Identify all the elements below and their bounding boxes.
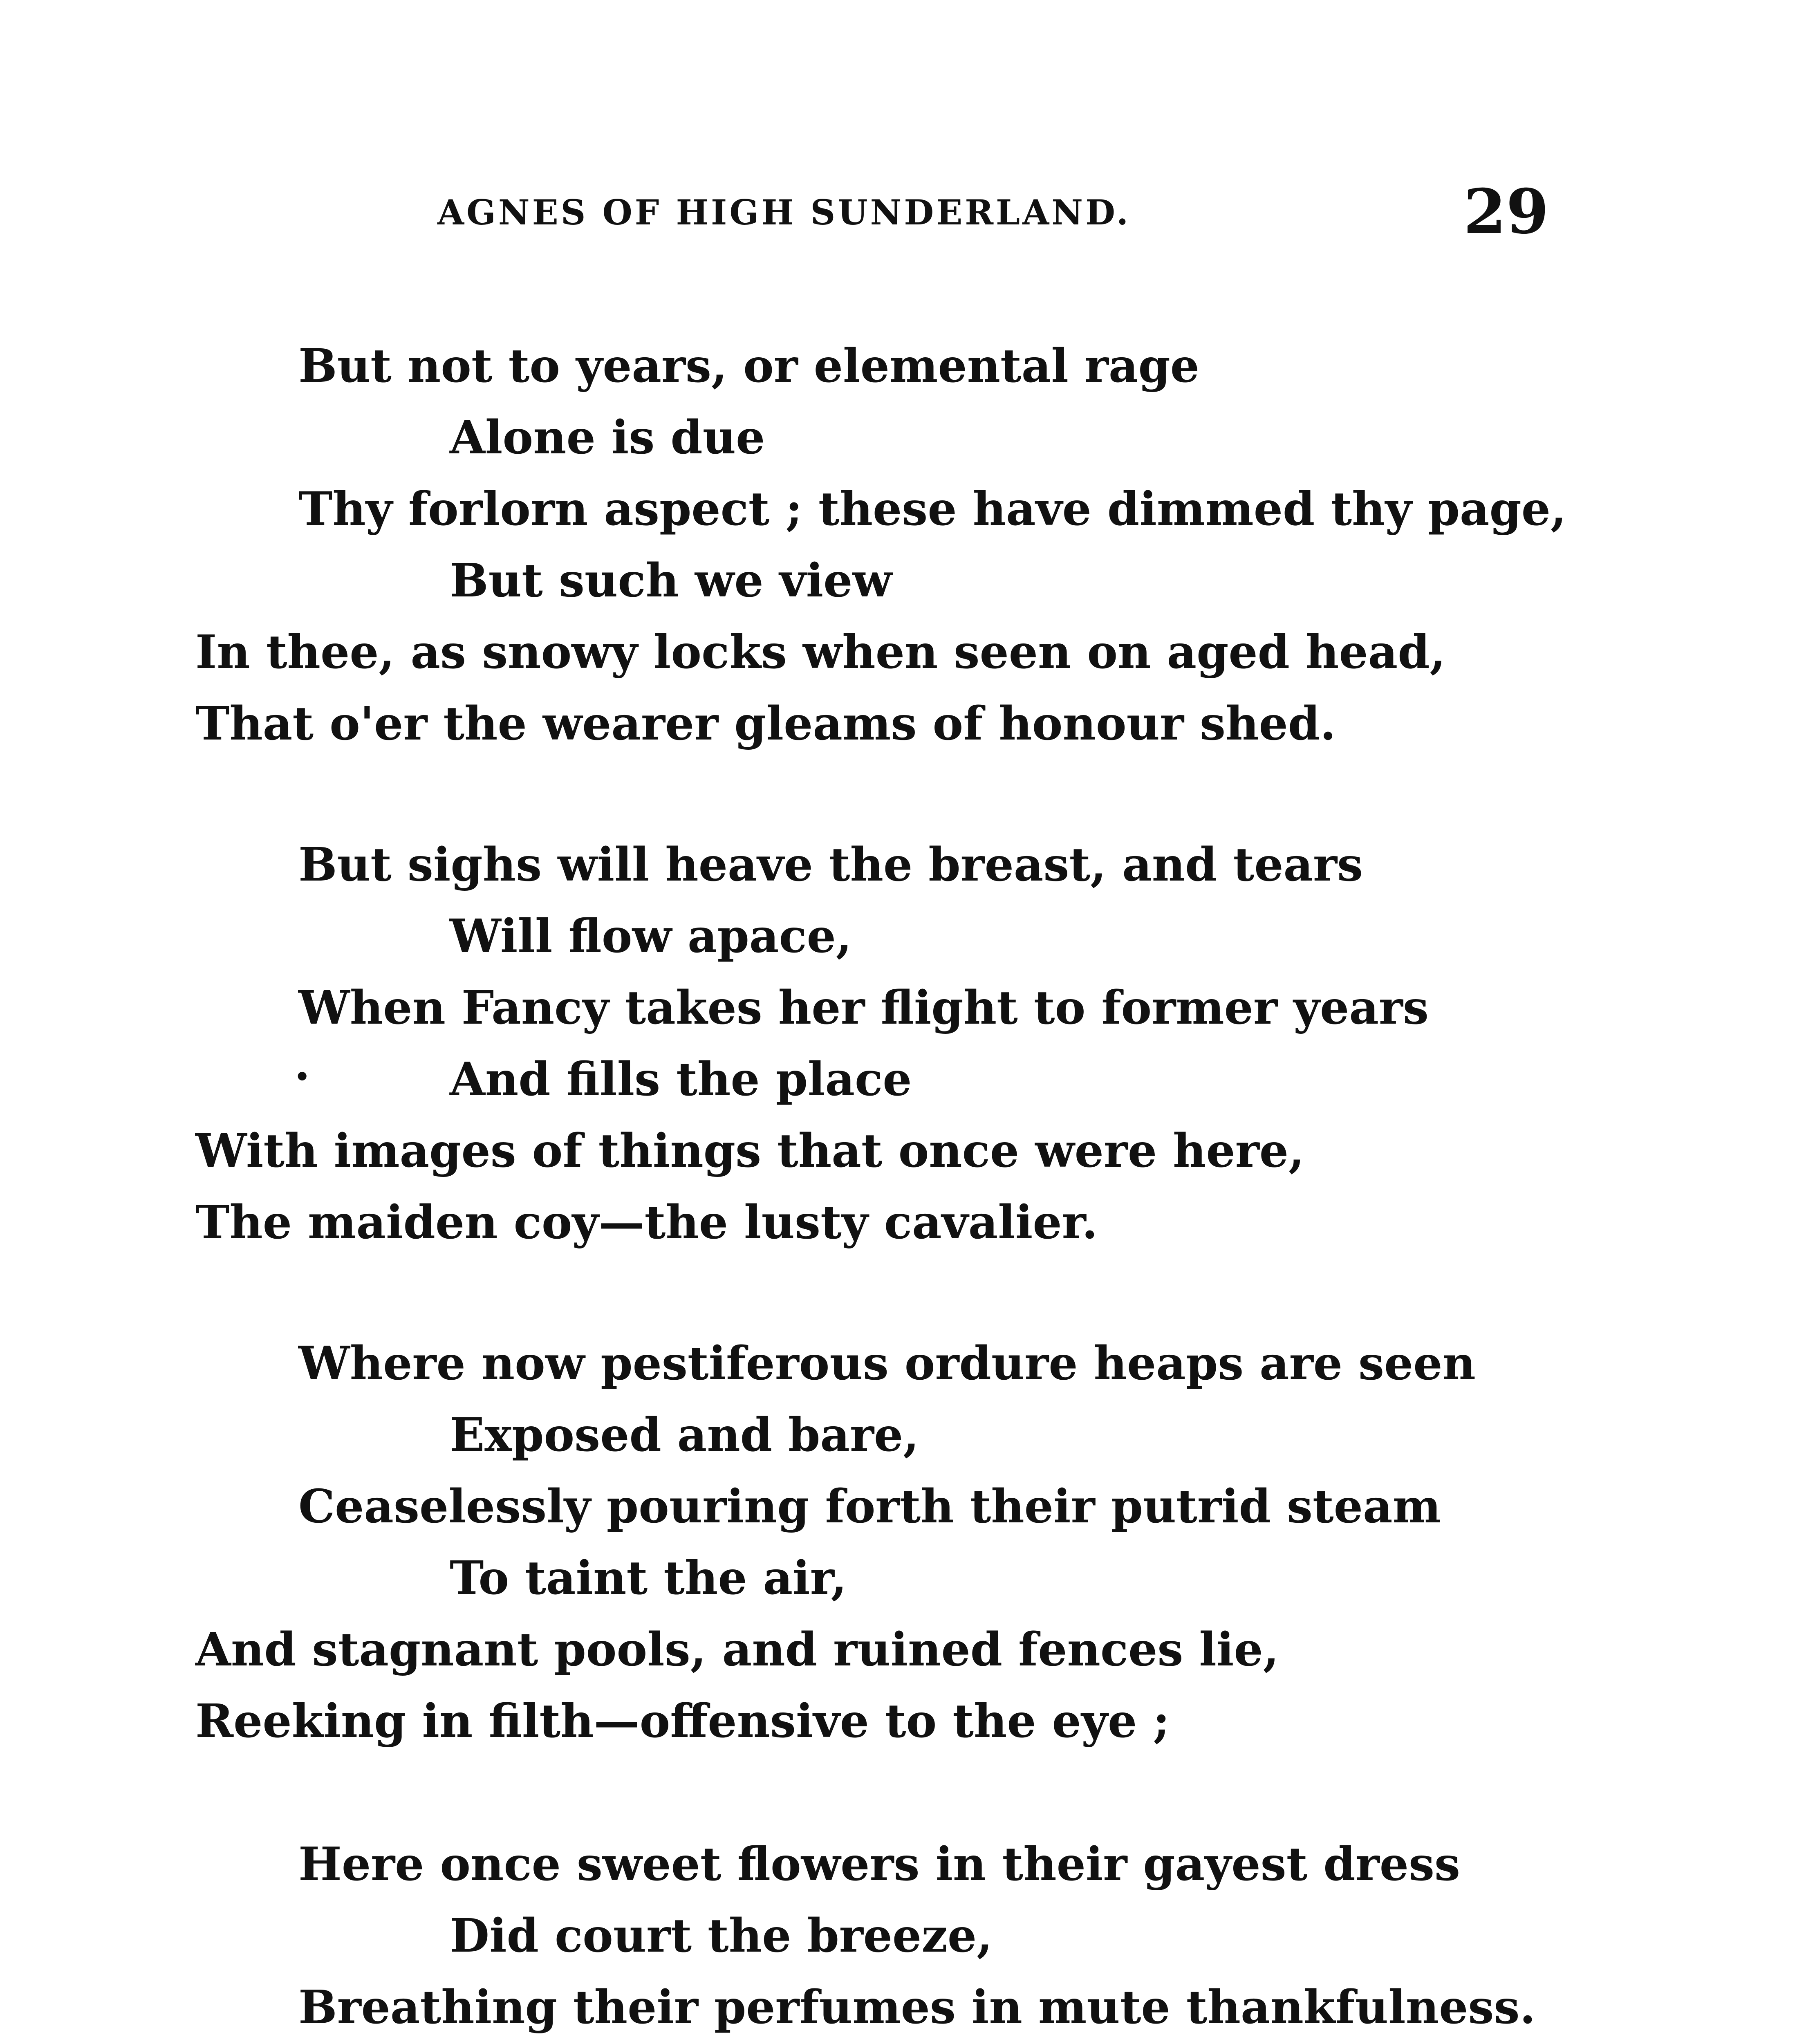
verse-line: Reeking in filth—offensive to the eye ; <box>195 1694 1170 1748</box>
verse-line: But such we view <box>450 554 892 607</box>
verse-line: That o'er the wearer gleams of honour shed. <box>195 697 1336 751</box>
verse-line: But sighs will heave the breast, and tears <box>298 838 1363 892</box>
running-title: AGNES OF HIGH SUNDERLAND. <box>437 192 1131 233</box>
verse-line: Thy forlorn aspect ; these have dimmed thy page, <box>298 482 1567 536</box>
verse-line: And stagnant pools, and ruined fences lie, <box>195 1623 1279 1676</box>
verse-line: But not to years, or elemental rage <box>298 339 1200 393</box>
verse-line: Alone is due <box>450 411 765 464</box>
verse-line: Where now pestiferous ordure heaps are seen <box>298 1337 1476 1390</box>
verse-line: With images of things that once were here, <box>195 1124 1305 1178</box>
verse-line: Did court the breeze, <box>450 1909 993 1963</box>
verse-line: Breathing their perfumes in mute thankfulness. <box>298 1981 1536 2034</box>
printer-mark: • <box>294 1063 310 1091</box>
page-number: 29 <box>1463 176 1549 248</box>
verse-line: Will flow apace, <box>450 910 852 963</box>
verse-line: Ceaselessly pouring forth their putrid steam <box>298 1480 1441 1533</box>
verse-line: When Fancy takes her flight to former years <box>298 981 1429 1035</box>
verse-line: Exposed and bare, <box>450 1408 919 1462</box>
verse-line: And fills the place <box>450 1053 912 1106</box>
verse-line: The maiden coy—the lusty cavalier. <box>195 1196 1098 1249</box>
verse-line: To taint the air, <box>450 1551 847 1605</box>
verse-line: In thee, as snowy locks when seen on aged head, <box>195 625 1446 679</box>
verse-line: Here once sweet flowers in their gayest dress <box>298 1838 1461 1891</box>
